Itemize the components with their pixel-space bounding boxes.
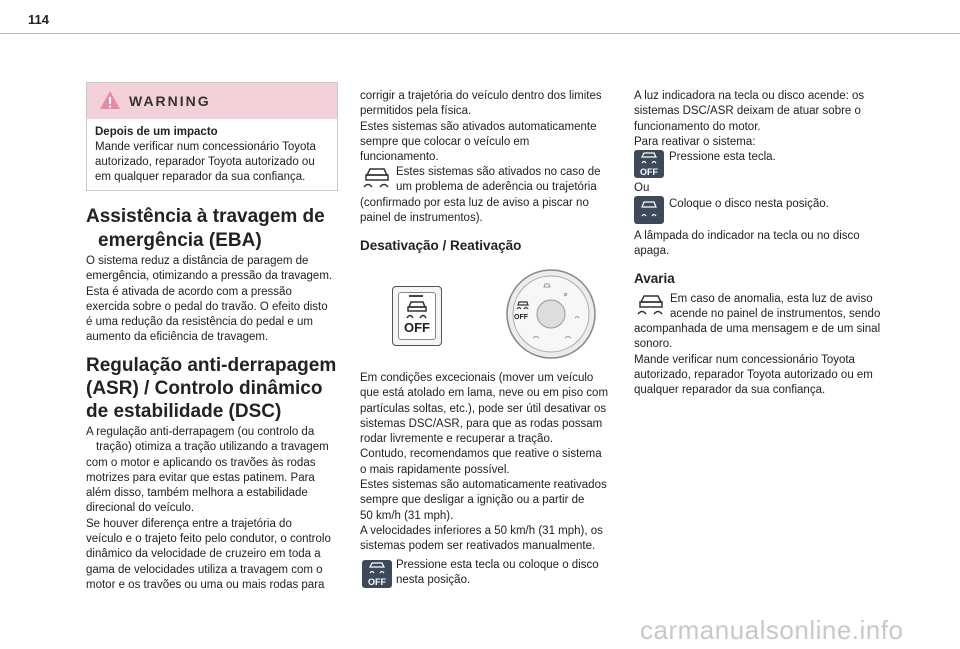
text-line: Contudo, recomendamos que reative o sistema	[360, 448, 602, 461]
text-line: gama de velocidades utiliza a travagem com o	[86, 563, 323, 576]
text-line: motor e os travões ou uma ou mais rodas para	[86, 578, 325, 591]
text-line: com o motor e aplicando os travões às rodas	[86, 456, 316, 469]
icon-off-text: OFF	[640, 167, 658, 177]
eba-title-line1: Assistência à travagem de	[86, 206, 325, 227]
text-line: é uma redução da resistência do pedal e um	[86, 316, 313, 329]
col2-intro	[360, 89, 630, 165]
col3-intro	[634, 89, 904, 150]
text-line: veículo e o trajeto feito pelo condutor, o controlo	[86, 533, 331, 546]
text-line: A luz indicadora na tecla ou disco acende: os	[634, 90, 865, 102]
text-line: permitidos pela física.	[360, 105, 472, 118]
text-line: direcional do veículo.	[86, 502, 195, 515]
warning-box	[86, 82, 338, 191]
asr-title-line2: (ASR) / Controlo dinâmico	[86, 378, 323, 399]
text-line: Em condições excecionais (mover um veículo	[360, 372, 594, 384]
fault-title: Avaria	[634, 271, 675, 286]
press-key-label: Pressione esta tecla.	[669, 151, 776, 163]
eba-paragraph	[86, 254, 356, 346]
text-line: além disso, também melhora a estabilidade	[86, 487, 308, 500]
skid-car-icon	[405, 301, 429, 319]
skid-dial-position-icon	[634, 196, 664, 224]
text-line: sempre que desligar a ignição ou a partir de	[360, 494, 585, 507]
text-line: Se houver diferença entre a trajetória do	[86, 517, 292, 530]
text-line: exercida sobre o pedal do travão. O efeito disto	[86, 300, 328, 313]
text-line: Esta é ativada de acordo com a pressão	[86, 285, 292, 298]
asr-title-line3: de estabilidade (DSC)	[86, 401, 282, 422]
warning-body	[95, 125, 329, 185]
text-line: sistemas DSC/ASR deixam de atuar sobre o	[634, 105, 861, 118]
text-line: sistemas podem ser reativados manualmente.	[360, 540, 596, 553]
asr-title-line1: Regulação anti-derrapagem	[86, 355, 337, 376]
skid-off-icon	[362, 560, 392, 588]
press-key-text	[396, 558, 636, 589]
text-line: um problema de aderência ou trajetória	[396, 181, 597, 194]
text-line: Mande verificar num concessionário Toyota	[634, 353, 855, 366]
skid-confirm-text	[360, 196, 630, 227]
fault-body	[634, 322, 904, 398]
off-button-face	[398, 292, 436, 340]
off-button-illustration	[392, 286, 442, 346]
fault-icon-text	[670, 292, 910, 323]
text-line: nesta posição.	[396, 574, 471, 587]
text-line: partículas soltas, etc.), pode ser útil desativar os	[360, 402, 607, 415]
lamp-text	[634, 229, 904, 260]
text-line: acompanhada de uma mensagem e de um sinal	[634, 323, 881, 335]
warning-triangle-icon	[99, 90, 121, 110]
text-line: 50 km/h (31 mph).	[360, 509, 454, 522]
text-line: A lâmpada do indicador na tecla ou no disco	[634, 230, 860, 242]
text-line: sistemas DSC/ASR, para que as rodas possam	[360, 417, 603, 430]
deactivation-title: Desativação / Reativação	[360, 238, 522, 253]
dial-off-label: OFF	[514, 314, 528, 321]
text-line: autorizado, reparador Toyota autorizado ou em	[634, 368, 873, 381]
text-line: O sistema reduz a distância de paragem de	[86, 255, 309, 267]
text-line: aumento da eficiência de travagem.	[86, 331, 269, 344]
warning-title: WARNING	[129, 93, 211, 109]
skid-warning-icon	[636, 294, 666, 316]
text-line: rodar livremente e recuperar a tração.	[360, 433, 554, 446]
text-line: Estes sistemas são automaticamente reativados	[360, 479, 607, 492]
text-line: Estes sistemas são ativados automaticamente	[360, 120, 597, 133]
text-line: funcionamento do motor.	[634, 120, 761, 133]
asr-paragraph	[86, 425, 356, 593]
text-line: dinâmico da velocidade de cruzeiro em toda a	[86, 548, 321, 561]
text-line: sempre que colocar o veículo em	[360, 135, 530, 148]
icon-off-text: OFF	[368, 577, 386, 587]
drive-mode-dial	[505, 268, 597, 360]
text-line: Em caso de anomalia, esta luz de aviso	[670, 293, 873, 305]
skid-icon-text	[396, 165, 636, 196]
text-line: acende no painel de instrumentos, sendo	[670, 308, 881, 321]
text-line: A regulação anti-derrapagem (ou controlo da	[86, 426, 315, 438]
text-line: Estes sistemas são ativados no caso de	[396, 166, 601, 178]
text-line: que está atolado em lama, neve ou em piso com	[360, 387, 609, 400]
text-line: sonoro.	[634, 338, 673, 351]
header-divider	[0, 33, 960, 34]
skid-warning-icon	[362, 167, 392, 189]
skid-off-icon	[634, 150, 664, 178]
text-line: emergência, otimizando a pressão da travagem.	[86, 270, 333, 283]
off-label: OFF	[404, 320, 430, 335]
deactivation-body	[360, 371, 630, 555]
text-line: Pressione esta tecla ou coloque o disco	[396, 559, 599, 571]
text-line: apaga.	[634, 245, 670, 258]
text-line: funcionamento.	[360, 151, 439, 164]
text-line: motrizes para evitar que estas patinem. Para	[86, 471, 315, 484]
text-line: corrigir a trajetória do veículo dentro dos limites	[360, 90, 602, 102]
text-line: A velocidades inferiores a 50 km/h (31 mph), os	[360, 524, 603, 537]
warning-header	[87, 83, 337, 119]
page-number: 114	[28, 12, 49, 27]
watermark: carmanualsonline.info	[640, 615, 904, 645]
text-line: qualquer reparador da sua confiança.	[634, 384, 826, 397]
warning-heading: Depois de um impacto	[95, 126, 218, 138]
text-line: tração) otimiza a tração utilizando a travagem	[96, 441, 329, 454]
dial-position-label: Coloque o disco nesta posição.	[669, 198, 829, 210]
eba-title-line2: emergência (EBA)	[98, 230, 262, 251]
text-line: (confirmado por esta luz de aviso a piscar no	[360, 197, 589, 209]
or-label: Ou	[634, 182, 650, 194]
warning-text: Mande verificar num concessionário Toyota autorizado, reparador Toyota autorizado ou em qualquer reparador da sua confiança.	[95, 141, 316, 183]
text-line: o mais rapidamente possível.	[360, 463, 510, 476]
indicator-lamp	[409, 295, 423, 297]
text-line: painel de instrumentos).	[360, 212, 483, 225]
text-line: Para reativar o sistema:	[634, 135, 756, 148]
